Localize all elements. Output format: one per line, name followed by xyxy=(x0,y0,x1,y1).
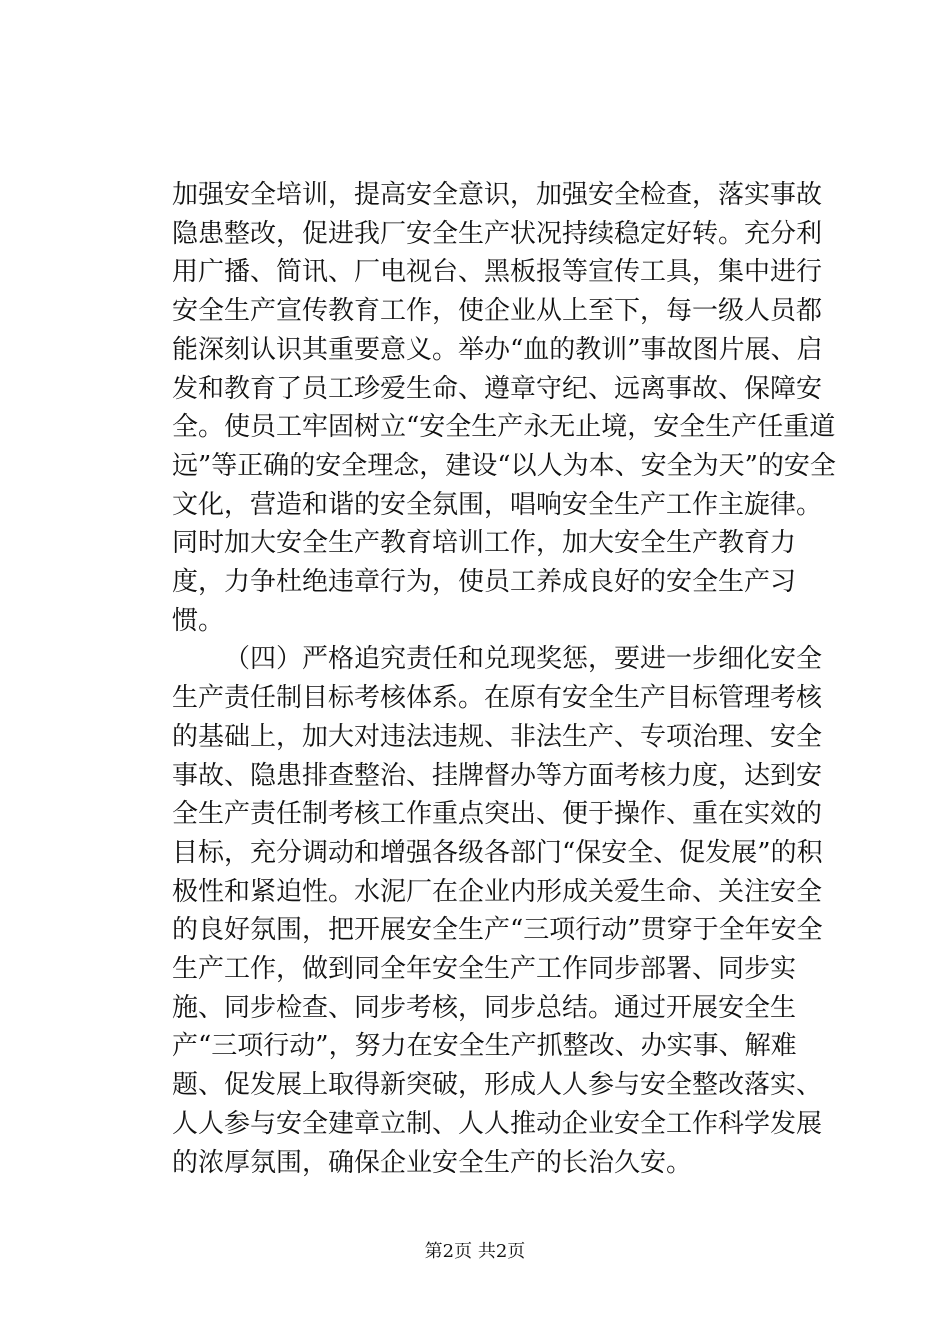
body-text xyxy=(172,176,840,1182)
page-number-footer: 第2页 共2页 xyxy=(424,1241,526,1262)
paragraph-continued: 加强安全培训，提高安全意识，加强安全检查，落实事故隐患整改，促进我厂安全生产状况持续稳定好转。充分利用广播、简讯、厂电视台、黑板报等宣传工具，集中进行安全生产宣传教育工作，使企业从上至下，每一级人员都能深刻认识其重要意义。举办“血的教训”事故图片展、启发和教育了员工珍爱生命、遵章守纪、远离事故、保障安全。使员工牢固树立“安全生产永无止境，安全生产任重道远”等正确的安全理念，建设“以人为本、安全为天”的安全文化，营造和谐的安全氛围，唱响安全生产工作主旋律。同时加大安全生产教育培训工作，加大安全生产教育力度，力争杜绝违章行为，使员工养成良好的安全生产习惯。 xyxy=(172,180,836,636)
paragraph-section-four: （四）严格追究责任和兑现奖惩，要进一步细化安全生产责任制目标考核体系。在原有安全生产目标管理考核的基础上，加大对违法违规、非法生产、专项治理、安全事故、隐患排查整治、挂牌督办等方面考核力度，达到安全生产责任制考核工作重点突出、便于操作、重在实效的目标，充分调动和增强各级各部门“保安全、促发展”的积极性和紧迫性。水泥厂在企业内形成关爱生命、关注安全的良好氛围，把开展安全生产“三项行动”贯穿于全年安全生产工作，做到同全年安全生产工作同步部署、同步实施、同步检查、同步考核，同步总结。通过开展安全生产“三项行动”，努力在安全生产抓整改、办实事、解难题、促发展上取得新突破，形成人人参与安全整改落实、人人参与安全建章立制、人人推动企业安全工作科学发展的浓厚氛围，确保企业安全生产的长治久安。 xyxy=(172,644,823,1178)
